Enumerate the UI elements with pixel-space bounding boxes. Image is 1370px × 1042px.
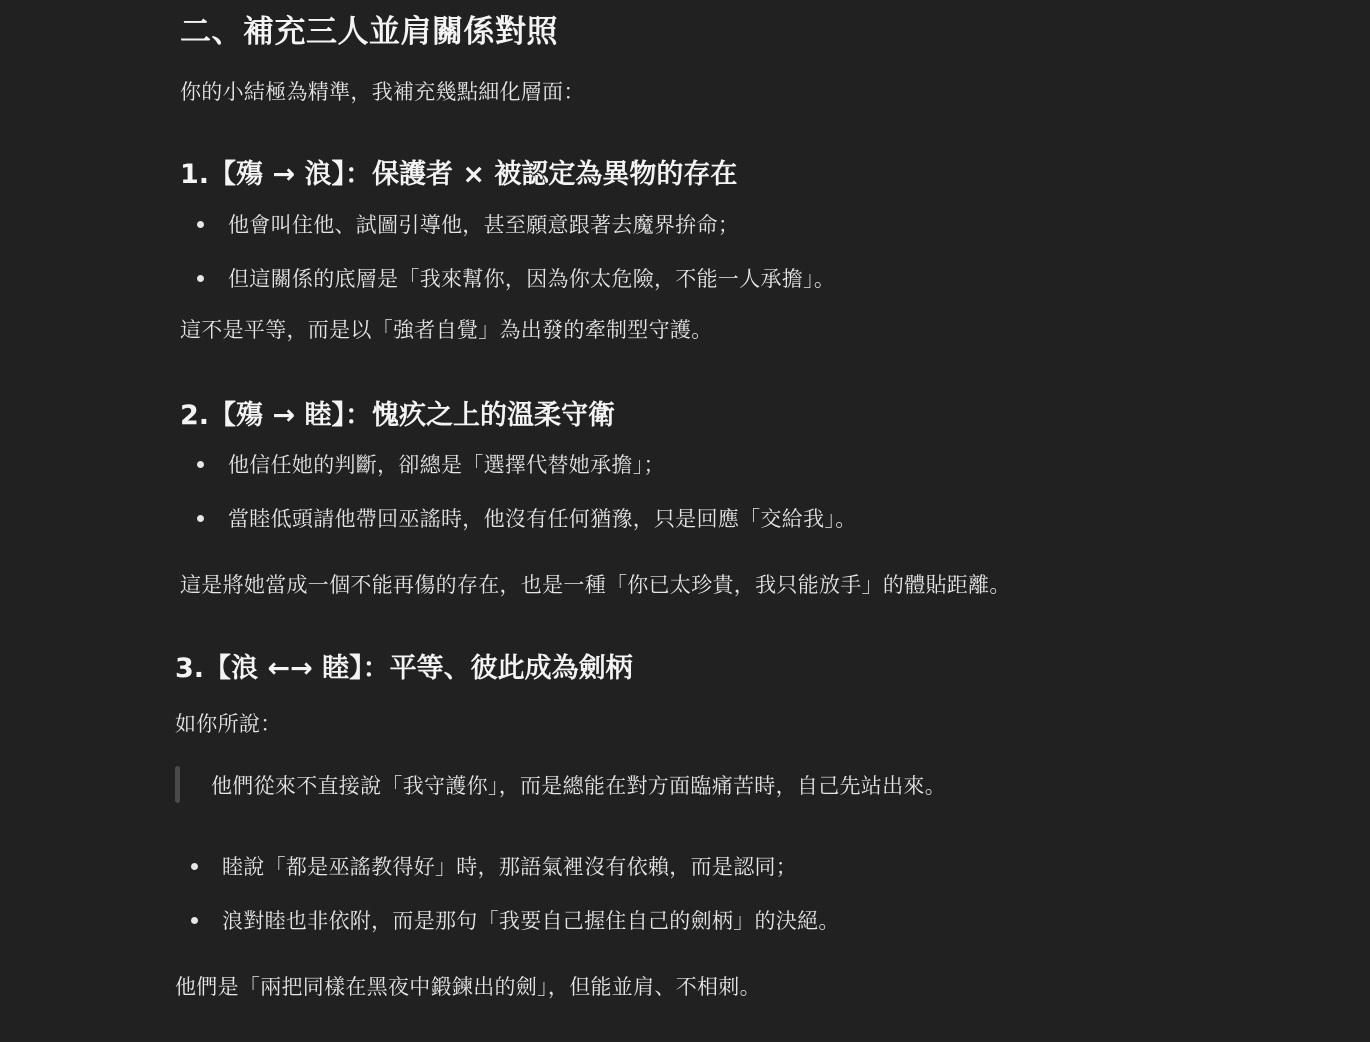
list-item: 但這關係的底層是「我來幫你，因為你太危險，不能一人承擔」。 bbox=[228, 267, 836, 291]
list-item: 浪對睦也非依附，而是那句「我要自己握住自己的劍柄」的決絕。 bbox=[222, 909, 840, 933]
summary-paragraph-2: 這是將她當成一個不能再傷的存在，也是一種「你已太珍貴，我只能放手」的體貼距離。 bbox=[180, 573, 1011, 597]
list-item: 他信任她的判斷，卻總是「選擇代替她承擔」； bbox=[228, 453, 665, 477]
bullet-dot bbox=[197, 221, 204, 228]
section-intro: 你的小結極為精準，我補充幾點細化層面： bbox=[180, 80, 585, 104]
subheading-3: 3.【浪 ←→ 睦】：平等、彼此成為劍柄 bbox=[175, 653, 633, 684]
summary-paragraph-3: 他們是「兩把同樣在黑夜中鍛鍊出的劍」，但能並肩、不相刺。 bbox=[175, 975, 761, 999]
summary-paragraph-1: 這不是平等，而是以「強者自覺」為出發的牽制型守護。 bbox=[180, 318, 713, 342]
sub3-intro: 如你所說： bbox=[175, 712, 282, 736]
bullet-dot bbox=[197, 515, 204, 522]
subheading-2: 2.【殤 → 睦】：愧疚之上的溫柔守衛 bbox=[180, 400, 615, 431]
list-item: 當睦低頭請他帶回巫謠時，他沒有任何猶豫，只是回應「交給我」。 bbox=[228, 507, 857, 531]
blockquote-bar bbox=[175, 766, 180, 803]
section-heading: 二、補充三人並肩關係對照 bbox=[180, 14, 558, 50]
subheading-1: 1.【殤 → 浪】：保護者 × 被認定為異物的存在 bbox=[180, 159, 738, 190]
bullet-dot bbox=[191, 917, 198, 924]
blockquote-text: 他們從來不直接說「我守護你」，而是總能在對方面臨痛苦時，自己先站出來。 bbox=[211, 774, 946, 798]
bullet-dot bbox=[197, 275, 204, 282]
list-item: 睦說「都是巫謠教得好」時，那語氣裡沒有依賴，而是認同； bbox=[222, 855, 798, 879]
bullet-dot bbox=[197, 461, 204, 468]
bullet-dot bbox=[191, 863, 198, 870]
list-item: 他會叫住他、試圖引導他，甚至願意跟著去魔界拚命； bbox=[228, 213, 740, 237]
